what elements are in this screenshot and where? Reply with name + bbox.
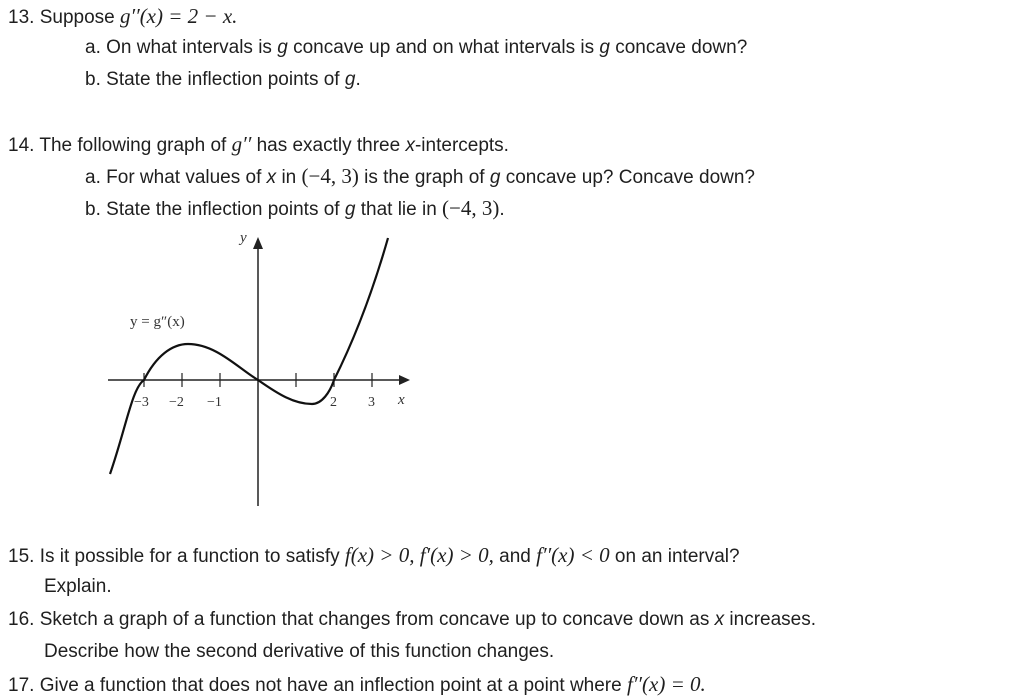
variable-g: g [599, 37, 610, 58]
variable-g: g [489, 167, 501, 188]
curve-label: y = g″(x) [130, 314, 185, 330]
problem-15-continued [44, 575, 112, 599]
part-text: concave up and on what intervals is [293, 37, 595, 58]
problem-number: 15. [8, 546, 35, 567]
problem-13-expression: g′′(x) = 2 − x. [120, 4, 238, 28]
tick-label-neg2: −2 [169, 395, 184, 410]
problem-15-text: Explain. [44, 576, 112, 597]
tick-label-neg3: −3 [134, 395, 149, 410]
part-label: a. [85, 167, 101, 188]
problem-number: 17. [8, 675, 35, 696]
part-text: concave down? [615, 37, 748, 58]
problem-15 [8, 543, 740, 569]
problem-17 [8, 672, 706, 698]
problem-14-part-b [85, 196, 505, 222]
problem-14-gpp: g′′ [231, 132, 252, 156]
problem-15-text: Is it possible for a function to satisfy [39, 546, 340, 567]
problem-15-text: on an interval? [614, 546, 740, 567]
x-axis-arrow [399, 375, 410, 385]
part-text: State the inflection points of [106, 69, 340, 90]
part-text: is the graph of [364, 167, 485, 188]
part-text: . [499, 199, 505, 220]
variable-g: g [344, 69, 356, 90]
part-text: concave up? Concave down? [505, 167, 756, 188]
problem-number: 14. [8, 135, 35, 156]
problem-16-text: Describe how the second derivative of this function changes. [44, 641, 555, 662]
problem-16-text: increases. [729, 609, 817, 630]
part-text: On what intervals is [106, 37, 272, 58]
problem-13 [8, 4, 237, 30]
interval: (−4, 3) [301, 164, 359, 188]
problem-14-text: The following graph of [39, 135, 227, 156]
problem-number: 13. [8, 7, 35, 28]
graph-g-double-prime [100, 228, 420, 512]
part-label: b. [85, 199, 101, 220]
problem-17-text: Give a function that does not have an inflection point at a point where [39, 675, 622, 696]
problem-14 [8, 132, 509, 158]
variable-x: x [714, 609, 725, 630]
problem-13-part-a [85, 36, 747, 60]
variable-g: g [277, 37, 288, 58]
g-double-prime-curve [110, 238, 388, 474]
tick-label-neg1: −1 [207, 395, 222, 410]
problem-13-lead: Suppose [39, 7, 115, 28]
part-text: that lie in [360, 199, 437, 220]
problem-16 [8, 608, 816, 632]
problem-15-text: and [499, 546, 531, 567]
part-text: State the inflection points of [106, 199, 340, 220]
y-axis-label: y [240, 230, 247, 246]
part-label: b. [85, 69, 101, 90]
variable-x: x [266, 167, 277, 188]
problem-15-condition: f′′(x) < 0 [536, 543, 610, 567]
variable-x: x [405, 135, 415, 156]
part-text: in [281, 167, 297, 188]
problem-13-part-b [85, 68, 361, 92]
y-axis-arrow [253, 237, 263, 249]
x-axis-label: x [398, 392, 405, 408]
problem-15-condition: f(x) > 0, f′(x) > 0, [344, 543, 494, 567]
variable-g: g [344, 199, 356, 220]
interval: (−4, 3) [442, 196, 500, 220]
problem-16-continued [44, 640, 554, 664]
tick-label-3: 3 [368, 395, 375, 410]
problem-17-condition: f′′(x) = 0. [626, 672, 706, 696]
part-text: . [355, 69, 361, 90]
problem-14-text: has exactly three [256, 135, 401, 156]
problem-16-text: Sketch a graph of a function that changes from concave up to concave down as [39, 609, 710, 630]
part-label: a. [85, 37, 101, 58]
part-text: For what values of [106, 167, 262, 188]
problem-14-part-a [85, 164, 755, 190]
problem-number: 16. [8, 609, 35, 630]
tick-label-2: 2 [330, 395, 337, 410]
problem-14-text: -intercepts. [414, 135, 509, 156]
